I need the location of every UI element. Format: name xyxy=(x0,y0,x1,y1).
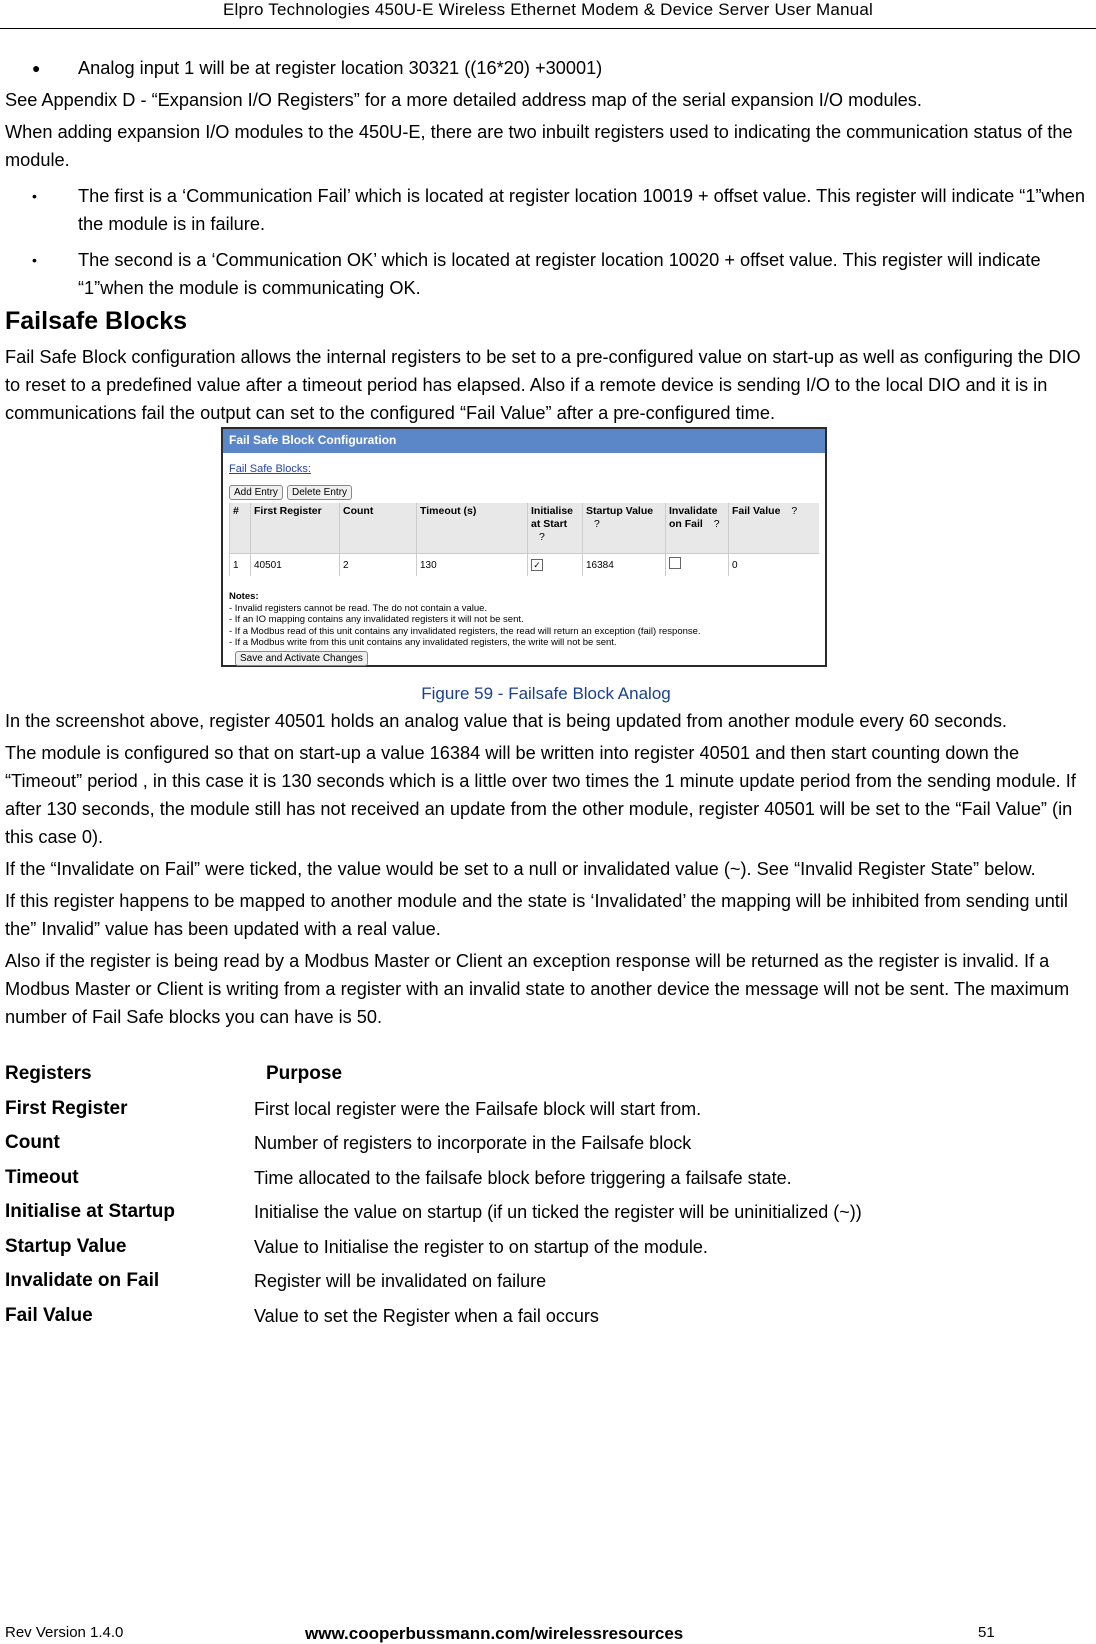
definition-term: Startup Value xyxy=(5,1235,127,1257)
definition-term: Invalidate on Fail xyxy=(5,1270,160,1292)
definition-term: Timeout xyxy=(5,1166,79,1188)
bullet-dot-icon: ● xyxy=(32,60,41,76)
failsafe-paragraph: Fail Safe Block configuration allows the internal registers to be set to a pre-configured value on start-up as well as configuring the DIO to reset to a predefined value after a timeout period has elapsed. Also if a remote device is sending I/O to the local DIO and it is in communications fail the output can set to the configured “Fail Value” after a pre-configured time. xyxy=(5,347,1081,423)
bullet-dot-icon: • xyxy=(32,252,37,268)
page-footer xyxy=(0,1624,1096,1644)
section-title: Failsafe Blocks xyxy=(5,307,188,335)
definitions-header xyxy=(5,1057,1087,1092)
definition-term: First Register xyxy=(5,1097,128,1119)
body-paragraph: In the screenshot above, register 40501 holds an analog value that is being updated from another module every 60 seconds. xyxy=(5,711,1007,731)
bullet-comm-fail xyxy=(5,182,1087,238)
col-timeout: Timeout (s) xyxy=(417,503,528,554)
body-paragraph: If the “Invalidate on Fail” were ticked, the value would be set to a null or invalidated value (~). See “Invalid Register State” below. xyxy=(5,859,1036,879)
failsafe-table xyxy=(229,503,819,576)
timeout-input[interactable]: 130 xyxy=(417,554,528,577)
definition-term: Fail Value xyxy=(5,1304,93,1326)
failsafe-blocks-link[interactable]: Fail Safe Blocks: xyxy=(229,463,311,475)
figure-caption: Figure 59 - Failsafe Block Analog xyxy=(421,684,671,703)
help-icon[interactable]: ? xyxy=(791,505,798,517)
expansion-paragraph: When adding expansion I/O modules to the 450U-E, there are two inbuilt registers used to indicating the communication status of the module. xyxy=(5,122,1073,170)
header-desc: Purpose xyxy=(266,1063,343,1085)
definition-row xyxy=(5,1126,1087,1161)
definition-desc: Register will be invalidated on failure xyxy=(254,1271,547,1292)
definition-desc: Time allocated to the failsafe block before triggering a failsafe state. xyxy=(254,1167,792,1188)
bullet-dot-icon: • xyxy=(32,188,37,204)
col-num: # xyxy=(230,503,251,554)
header-term: Registers xyxy=(5,1063,92,1085)
col-startup-label: Startup Value xyxy=(586,505,654,517)
bullet-text: The second is a ‘Communication OK’ which is located at register location 10020 + offset value. This register will indicate “1”when the module is communicating OK. xyxy=(78,250,1041,298)
col-invalidate-label: Invalidate on Fail xyxy=(669,505,718,530)
table-header-row xyxy=(230,503,820,554)
col-fail-value xyxy=(729,503,820,554)
definition-desc: First local register were the Failsafe block will start from. xyxy=(254,1098,702,1119)
delete-entry-button[interactable]: Delete Entry xyxy=(287,485,352,500)
definition-desc: Value to set the Register when a fail occurs xyxy=(254,1305,599,1326)
failsafe-config-screenshot xyxy=(221,427,827,667)
initialise-checkbox[interactable]: ✓ xyxy=(531,559,543,571)
help-icon[interactable]: ? xyxy=(539,531,545,543)
note-item: - If a Modbus read of this unit contains any invalidated registers, the read will return an exception (fail) response. xyxy=(229,625,701,637)
header-title: Elpro Technologies 450U-E Wireless Ethernet Modem & Device Server User Manual xyxy=(222,0,874,19)
definition-desc: Initialise the value on startup (if un ticked the register will be uninitialized (~)) xyxy=(254,1202,862,1223)
invalidate-checkbox[interactable] xyxy=(669,557,681,569)
intro-bullet xyxy=(5,54,1087,82)
intro-bullet-text: Analog input 1 will be at register location 30321 ((16*20) +30001) xyxy=(78,58,603,78)
definition-term: Initialise at Startup xyxy=(5,1201,175,1223)
help-icon[interactable]: ? xyxy=(594,518,600,530)
page-number: 51 xyxy=(978,1624,995,1641)
col-initialise-label: Initialise at Start xyxy=(531,505,574,530)
notes-title: Notes: xyxy=(229,591,259,602)
startup-value-input[interactable]: 16384 xyxy=(583,554,666,577)
bullet-comm-ok xyxy=(5,246,1087,302)
note-item: - If a Modbus write from this unit contains any invalidated registers, the write will not be sent. xyxy=(229,637,617,648)
definition-row xyxy=(5,1264,1087,1299)
body-paragraph: If this register happens to be mapped to another module and the state is ‘Invalidated’ the mapping will be inhibited from sending until the” Invalid” value has been updated with a real value. xyxy=(5,891,1068,939)
definition-desc: Number of registers to incorporate in the Failsafe block xyxy=(254,1133,692,1154)
table-row xyxy=(230,554,820,577)
save-activate-button[interactable]: Save and Activate Changes xyxy=(235,651,368,666)
definition-row xyxy=(5,1092,1087,1127)
page-content xyxy=(5,54,1087,1333)
add-entry-button[interactable]: Add Entry xyxy=(229,485,283,500)
appendix-paragraph: See Appendix D - “Expansion I/O Registers” for a more detailed address map of the serial expansion I/O modules. xyxy=(5,90,922,110)
note-item: - If an IO mapping contains any invalidated registers it will not be sent. xyxy=(229,614,524,625)
figure xyxy=(5,427,1087,681)
fail-value-input[interactable]: 0 xyxy=(729,554,820,577)
definition-row xyxy=(5,1230,1087,1265)
col-count: Count xyxy=(340,503,417,554)
help-icon[interactable]: ? xyxy=(713,518,720,530)
col-initialise xyxy=(528,503,583,554)
definition-desc: Value to Initialise the register to on startup of the module. xyxy=(254,1236,708,1257)
register-definitions xyxy=(5,1057,1087,1333)
bullet-text: The first is a ‘Communication Fail’ which is located at register location 10019 + offset value. This register will indicate “1”when the module is in failure. xyxy=(78,186,1086,234)
figure-title-bar: Fail Safe Block Configuration xyxy=(223,429,825,453)
note-item: - Invalid registers cannot be read. The do not contain a value. xyxy=(229,602,488,614)
definition-row xyxy=(5,1161,1087,1196)
col-fail-value-label: Fail Value xyxy=(732,505,781,517)
body-paragraph: Also if the register is being read by a Modbus Master or Client an exception response will be returned as the register is invalid. If a Modbus Master or Client is writing from a register with an invalid state to another device the message will not be sent. The maximum number of Fail Safe blocks you can have is 50. xyxy=(5,951,1070,1027)
figure-notes xyxy=(229,591,701,649)
first-register-input[interactable]: 40501 xyxy=(251,554,340,577)
col-first-register: First Register xyxy=(251,503,340,554)
definition-term: Count xyxy=(5,1132,60,1154)
body-paragraph: The module is configured so that on start-up a value 16384 will be written into register 40501 and then start counting down the “Timeout” period , in this case it is 130 seconds which is a little over two times the 1 minute update period from the sending module. If after 130 seconds, the module still has not received an update from the other module, register 40501 will be set to the “Fail Value” (in this case 0). xyxy=(5,743,1076,847)
cell-initialise xyxy=(528,554,583,577)
page-header xyxy=(0,0,1096,29)
count-input[interactable]: 2 xyxy=(340,554,417,577)
col-startup-value xyxy=(583,503,666,554)
footer-rev: Rev Version 1.4.0 xyxy=(5,1624,124,1641)
col-invalidate xyxy=(666,503,729,554)
definition-row xyxy=(5,1195,1087,1230)
cell-invalidate xyxy=(666,554,729,577)
footer-url[interactable]: www.cooperbussmann.com/wirelessresources xyxy=(305,1624,684,1643)
definition-row xyxy=(5,1299,1087,1334)
cell-num: 1 xyxy=(230,554,251,577)
